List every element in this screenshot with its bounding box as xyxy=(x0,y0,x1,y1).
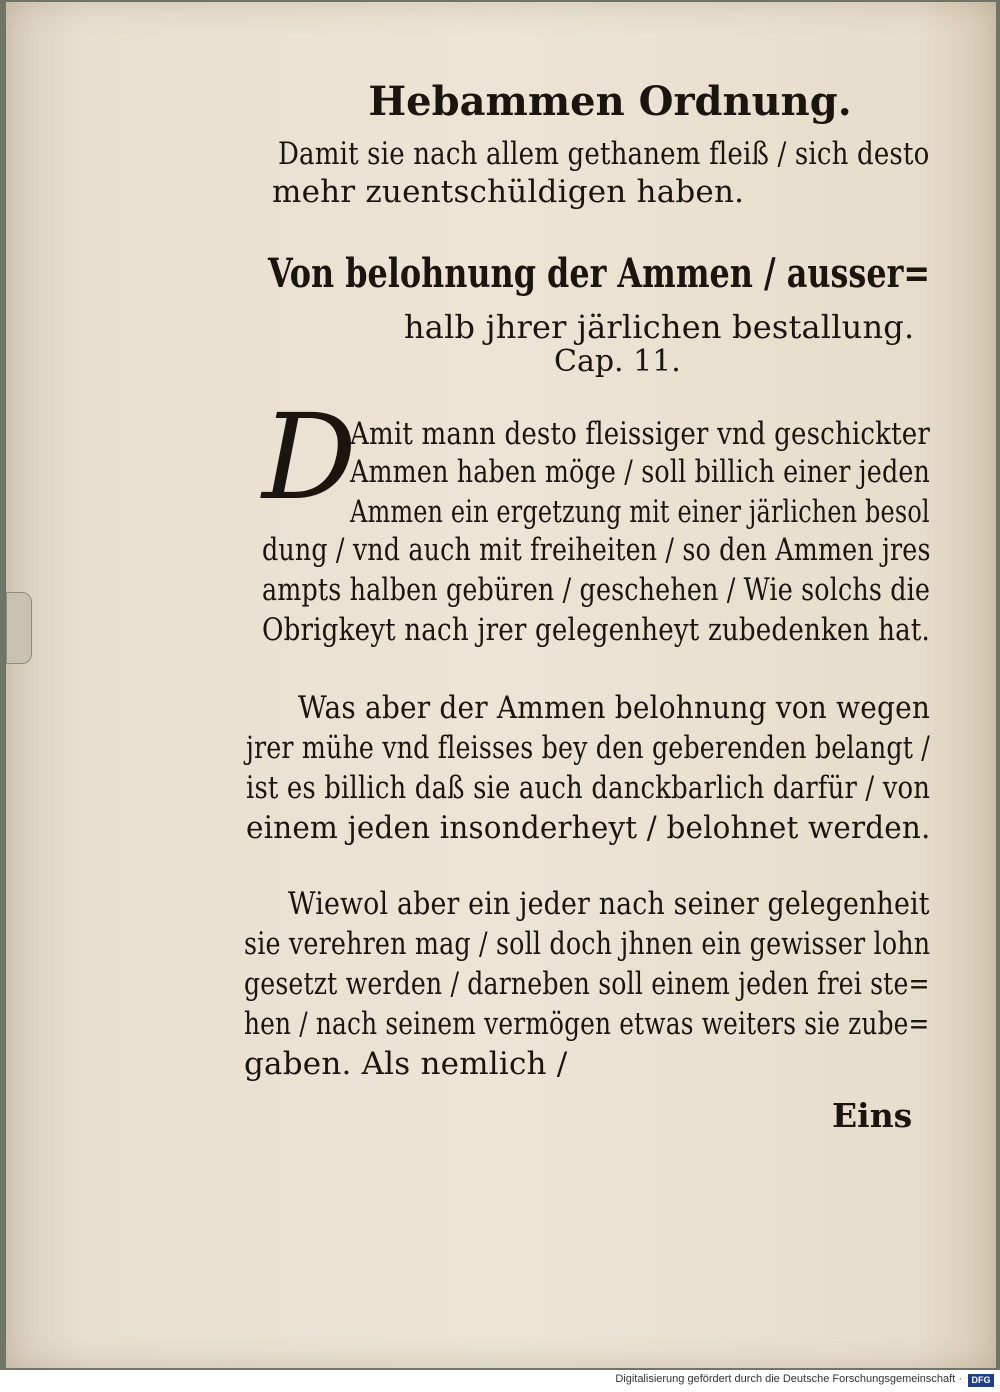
para3-line-1: Wiewol aber ein jeder nach seiner gelegenheit xyxy=(288,886,930,922)
para3-line-4: hen / nach seinem vermögen etwas weiters sie zube= xyxy=(244,1006,930,1042)
running-head: Hebammen Ordnung. xyxy=(368,78,852,125)
para2-line-2: jrer mühe vnd fleisses bey den geberenden belangt / xyxy=(246,730,930,766)
para3-line-3: gesetzt werden / darneben soll einem jeden frei ste= xyxy=(244,966,930,1002)
para3-line-2: sie verehren mag / soll doch jhnen ein gewisser lohn xyxy=(244,926,931,962)
dfg-logo-icon[interactable]: DFG xyxy=(968,1374,994,1387)
para3-line-5: gaben. Als nemlich / xyxy=(244,1046,568,1082)
intro-line-2: mehr zuentschüldigen haben. xyxy=(272,174,745,210)
para1-line-4: dung / vnd auch mit freiheiten / so den Ammen jres xyxy=(262,532,931,568)
para1-line-1: Amit mann desto fleissiger vnd geschickter xyxy=(350,416,931,452)
footer-credit: Digitalisierung gefördert durch die Deutsche Forschungsgemeinschaft · xyxy=(615,1373,962,1385)
para1-line-2: Ammen haben möge / soll billich einer jeden xyxy=(350,454,931,490)
catchword: Eins xyxy=(832,1096,913,1135)
para1-line-6: Obrigkeyt nach jrer gelegenheyt zubedenken hat. xyxy=(262,612,930,648)
intro-line-1: Damit sie nach allem gethanem fleiß / sich desto xyxy=(278,136,930,172)
para1-line-3: Ammen ein ergetzung mit einer järlichen besol xyxy=(350,494,930,530)
chapter-number: Cap. 11. xyxy=(554,344,681,379)
decorated-initial: D xyxy=(262,388,357,526)
binding-tab xyxy=(6,592,32,664)
footer-bar xyxy=(0,1370,1000,1392)
para1-line-5: ampts halben gebüren / geschehen / Wie solchs die xyxy=(262,572,931,608)
para2-line-4: einem jeden insonderheyt / belohnet werden. xyxy=(246,810,931,846)
para2-line-3: ist es billich daß sie auch danckbarlich darfür / von xyxy=(246,770,931,806)
chapter-heading-line-2: halb jhrer järlichen bestallung. xyxy=(404,308,915,346)
chapter-heading-line-1: Von belohnung der Ammen / ausser= xyxy=(268,250,931,297)
para2-line-1: Was aber der Ammen belohnung von wegen xyxy=(298,690,931,726)
